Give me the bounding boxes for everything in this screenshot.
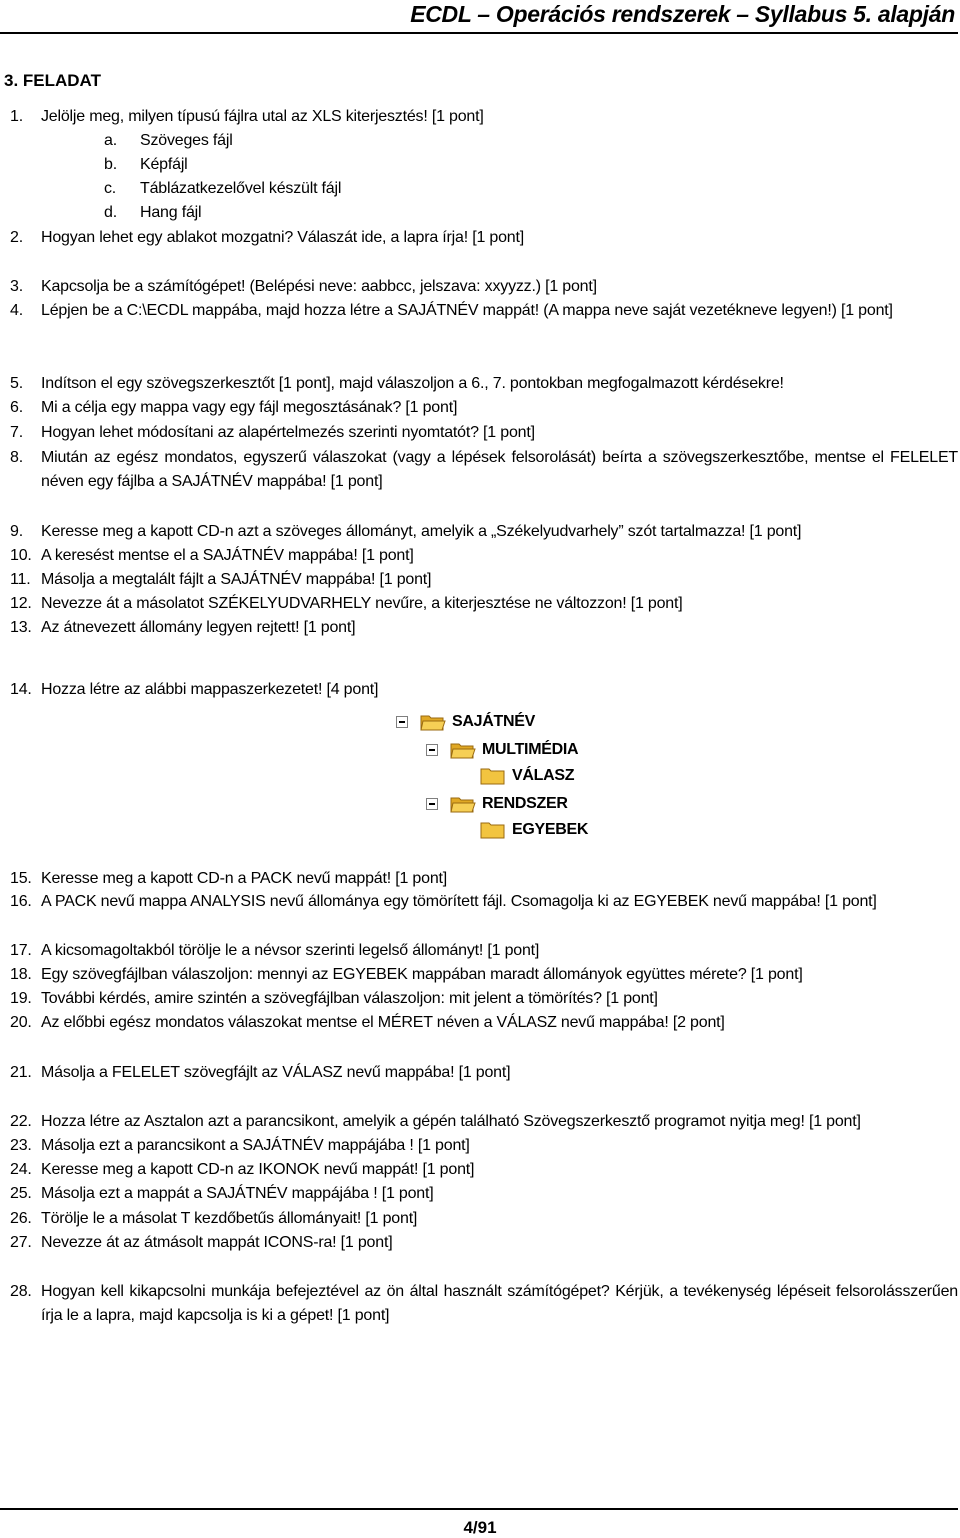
question-3: 3. Kapcsolja be a számítógépet! (Belépési neve: aabbcc, jelszava: xxyyzz.) [1 pont] [10, 278, 597, 295]
question-7: 7. Hogyan lehet módosítani az alapértelmezés szerinti nyomtatót? [1 pont] [10, 424, 535, 441]
folder-label: SAJÁTNÉV [452, 713, 535, 730]
folder-icon [480, 766, 506, 786]
question-26: 26. Törölje le a másolat T kezdőbetűs állományait! [1 pont] [10, 1210, 418, 1227]
question-23: 23. Másolja ezt a parancsikont a SAJÁTNÉV mappájába ! [1 pont] [10, 1137, 470, 1154]
footer-rule [0, 1508, 958, 1510]
question-8: 8. Miután az egész mondatos, egyszerű válaszokat (vagy a lépések felsorolását) beírta a szövegszerkesztőbe, mentse el FELELET néven egy fájlba a SAJÁTNÉV mappába! [1 pont] [10, 449, 958, 490]
collapse-icon[interactable] [396, 716, 408, 728]
folder-label: RENDSZER [482, 795, 568, 812]
question-13: 13. Az átnevezett állomány legyen rejtett! [1 pont] [10, 619, 356, 636]
folder-icon [480, 820, 506, 840]
folder-label: VÁLASZ [512, 767, 575, 784]
question-1: 1. Jelölje meg, milyen típusú fájlra utal az XLS kiterjesztés! [1 pont] [10, 108, 484, 125]
page-number: 4/91 [463, 1518, 497, 1537]
folder-open-icon [450, 794, 476, 814]
question-24: 24. Keresse meg a kapott CD-n az IKONOK nevű mappát! [1 pont] [10, 1161, 475, 1178]
collapse-icon[interactable] [426, 744, 438, 756]
question-25: 25. Másolja ezt a mappát a SAJÁTNÉV mappájába ! [1 pont] [10, 1185, 434, 1202]
question-10: 10. A keresést mentse el a SAJÁTNÉV mappába! [1 pont] [10, 547, 414, 564]
question-27: 27. Nevezze át az átmásolt mappát ICONS-ra! [1 pont] [10, 1234, 393, 1251]
collapse-icon[interactable] [426, 798, 438, 810]
folder-label: MULTIMÉDIA [482, 741, 579, 758]
question-21: 21. Másolja a FELELET szövegfájlt az VÁLASZ nevű mappába! [1 pont] [10, 1064, 511, 1081]
question-2: 2. Hogyan lehet egy ablakot mozgatni? Válaszát ide, a lapra írja! [1 pont] [10, 229, 524, 246]
header-rule [0, 32, 958, 34]
folder-label: EGYEBEK [512, 821, 589, 838]
question-18: 18. Egy szövegfájlban válaszoljon: mennyi az EGYEBEK mappában maradt állományok együttes mérete? [1 pont] [10, 966, 803, 983]
question-9: 9. Keresse meg a kapott CD-n azt a szöveges állományt, amelyik a „Székelyudvarhely” szót tartalmazza! [1 pont] [10, 523, 802, 540]
question-15: 15. Keresse meg a kapott CD-n a PACK nevű mappát! [1 pont] [10, 870, 448, 887]
question-11: 11. Másolja a megtalált fájlt a SAJÁTNÉV mappába! [1 pont] [10, 571, 432, 588]
folder-tree [396, 710, 596, 850]
question-5: 5. Indítson el egy szövegszerkesztőt [1 pont], majd válaszoljon a 6., 7. pontokban megfogalmazott kérdésekre! [10, 375, 784, 392]
question-4: 4. Lépjen be a C:\ECDL mappába, majd hozza létre a SAJÁTNÉV mappát! (A mappa neve saját vezetékneve legyen!) [1 pont] [10, 302, 893, 319]
question-20: 20. Az előbbi egész mondatos válaszokat mentse el MÉRET néven a VÁLASZ nevű mappába! [2 pont] [10, 1014, 725, 1031]
question-14: 14. Hozza létre az alábbi mappaszerkezetet! [4 pont] [10, 681, 379, 698]
question-6: 6. Mi a célja egy mappa vagy egy fájl megosztásának? [1 pont] [10, 399, 458, 416]
folder-open-icon [450, 740, 476, 760]
question-17: 17. A kicsomagoltakból törölje le a névsor szerinti legelső állományt! [1 pont] [10, 942, 540, 959]
question-19: 19. További kérdés, amire szintén a szövegfájlban válaszoljon: mit jelent a tömörítés? [1 pont] [10, 990, 658, 1007]
question-12: 12. Nevezze át a másolatot SZÉKELYUDVARHELY nevűre, a kiterjesztése ne változzon! [1 pont] [10, 595, 683, 612]
section-title: 3. FELADAT [4, 71, 101, 90]
question-22: 22. Hozza létre az Asztalon azt a parancsikont, amelyik a gépén található Szövegszerkesztő programot nyitja meg! [1 pont] [10, 1113, 861, 1130]
page-header: ECDL – Operációs rendszerek – Syllabus 5. alapján [410, 1, 955, 27]
question-16: 16. A PACK nevű mappa ANALYSIS nevű állománya egy tömörített fájl. Csomagolja ki az EGYEBEK nevű mappába! [1 pont] [10, 893, 877, 910]
question-28: 28. Hogyan kell kikapcsolni munkája befejeztével az ön által használt számítógépet? Kérjük, a tevékenység lépéseit felsorolásszerűen írja le a lapra, majd kapcsolja is ki a gépet! [1 pont] [10, 1283, 958, 1324]
folder-open-icon [420, 712, 446, 732]
